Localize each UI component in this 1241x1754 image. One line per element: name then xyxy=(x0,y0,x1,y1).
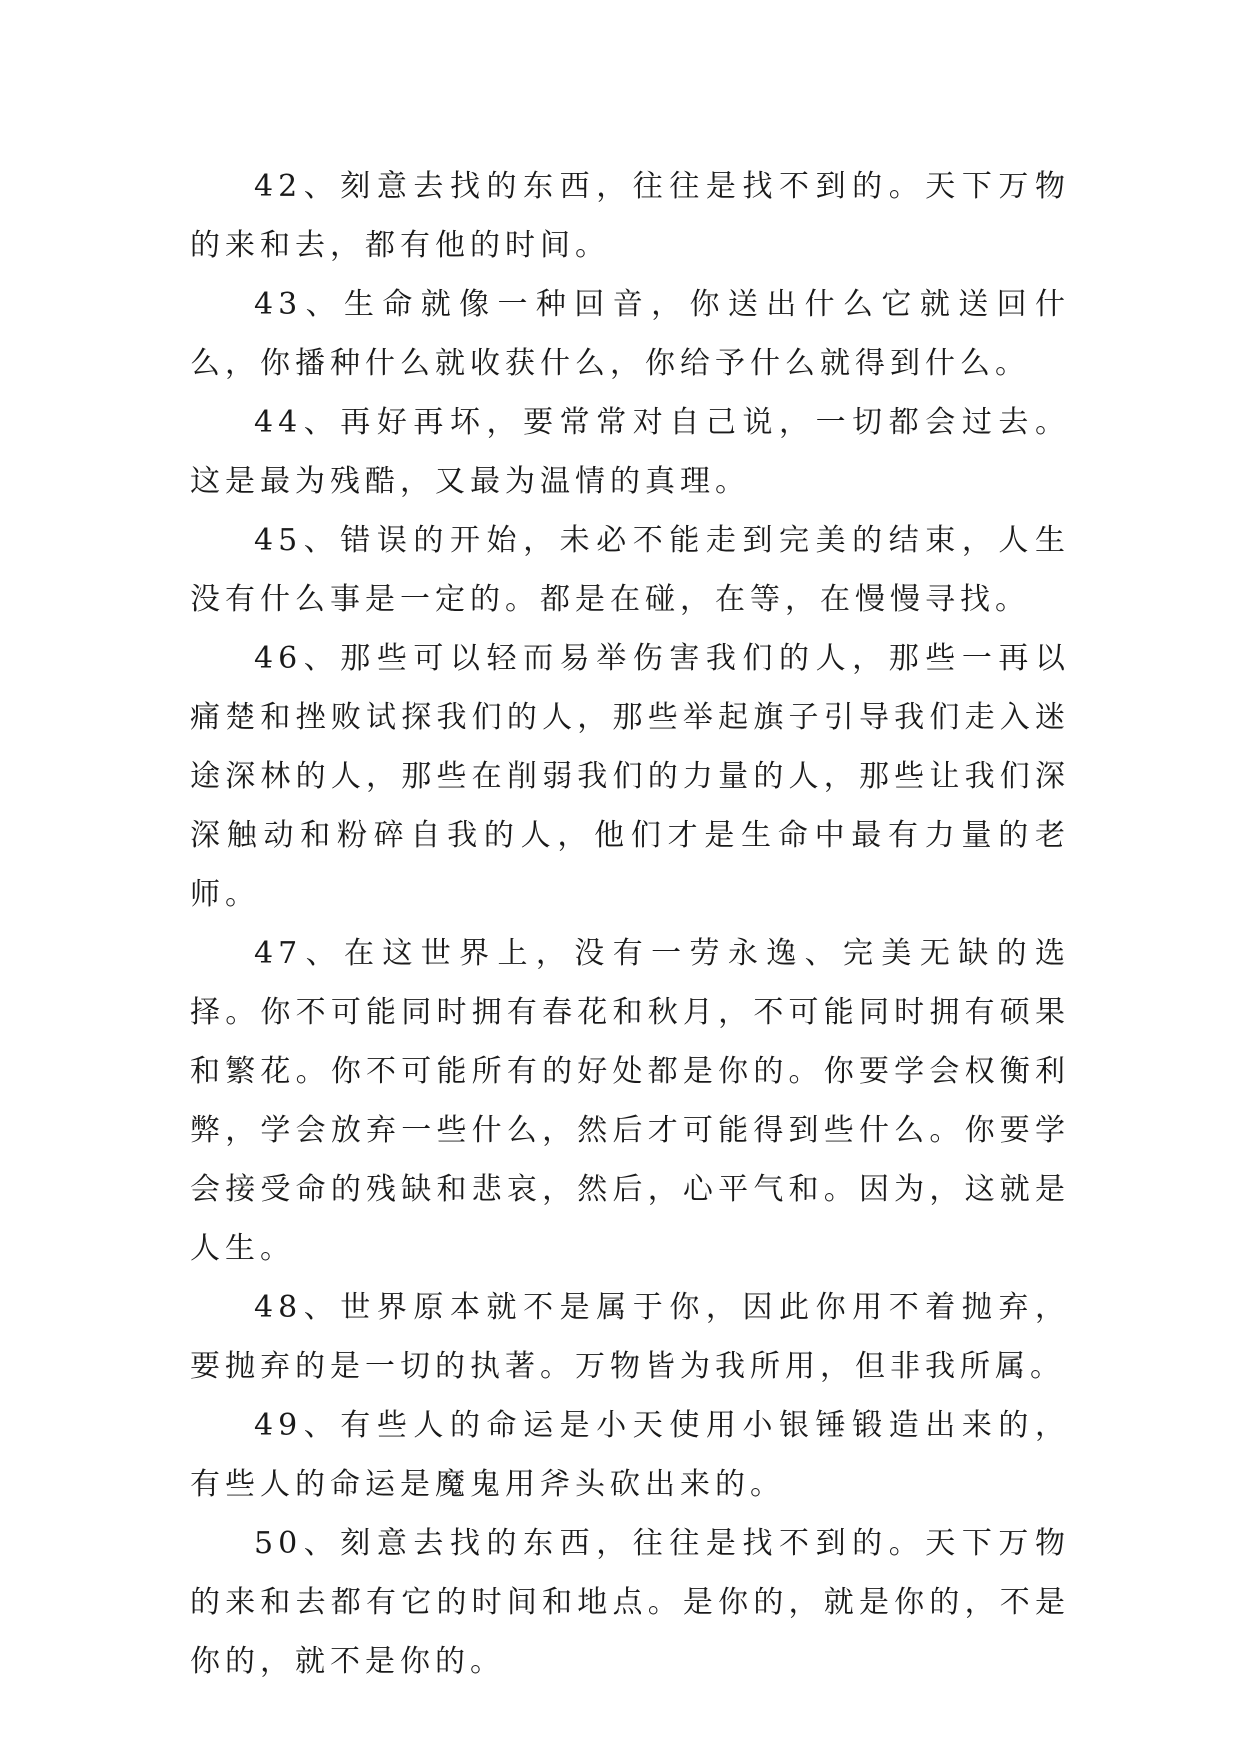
document-body xyxy=(190,157,1070,1691)
paragraph-44: 44、再好再坏，要常常对自己说，一切都会过去。这是最为残酷，又最为温情的真理。 xyxy=(190,405,1070,499)
paragraph-49: 49、有些人的命运是小天使用小银锤锻造出来的，有些人的命运是魔鬼用斧头砍出来的。 xyxy=(190,1408,1070,1502)
paragraph-46: 46、那些可以轻而易举伤害我们的人，那些一再以痛楚和挫败试探我们的人，那些举起旗子引导我们走入迷途深林的人，那些在削弱我们的力量的人，那些让我们深深触动和粉碎自我的人，他们才是生命中最有力量的老师。 xyxy=(190,641,1070,912)
paragraph-45: 45、错误的开始，未必不能走到完美的结束，人生没有什么事是一定的。都是在碰，在等，在慢慢寻找。 xyxy=(190,523,1070,617)
paragraph-42: 42、刻意去找的东西，往往是找不到的。天下万物的来和去，都有他的时间。 xyxy=(190,169,1070,263)
paragraph-50: 50、刻意去找的东西，往往是找不到的。天下万物的来和去都有它的时间和地点。是你的，就是你的，不是你的，就不是你的。 xyxy=(190,1526,1070,1679)
paragraph-43: 43、生命就像一种回音，你送出什么它就送回什么，你播种什么就收获什么，你给予什么就得到什么。 xyxy=(190,287,1070,381)
paragraph-48: 48、世界原本就不是属于你，因此你用不着抛弃，要抛弃的是一切的执著。万物皆为我所用，但非我所属。 xyxy=(190,1290,1070,1384)
paragraph-47: 47、在这世界上，没有一劳永逸、完美无缺的选择。你不可能同时拥有春花和秋月，不可能同时拥有硕果和繁花。你不可能所有的好处都是你的。你要学会权衡利弊，学会放弃一些什么，然后才可能得到些什么。你要学会接受命的残缺和悲哀，然后，心平气和。因为，这就是人生。 xyxy=(190,936,1070,1266)
